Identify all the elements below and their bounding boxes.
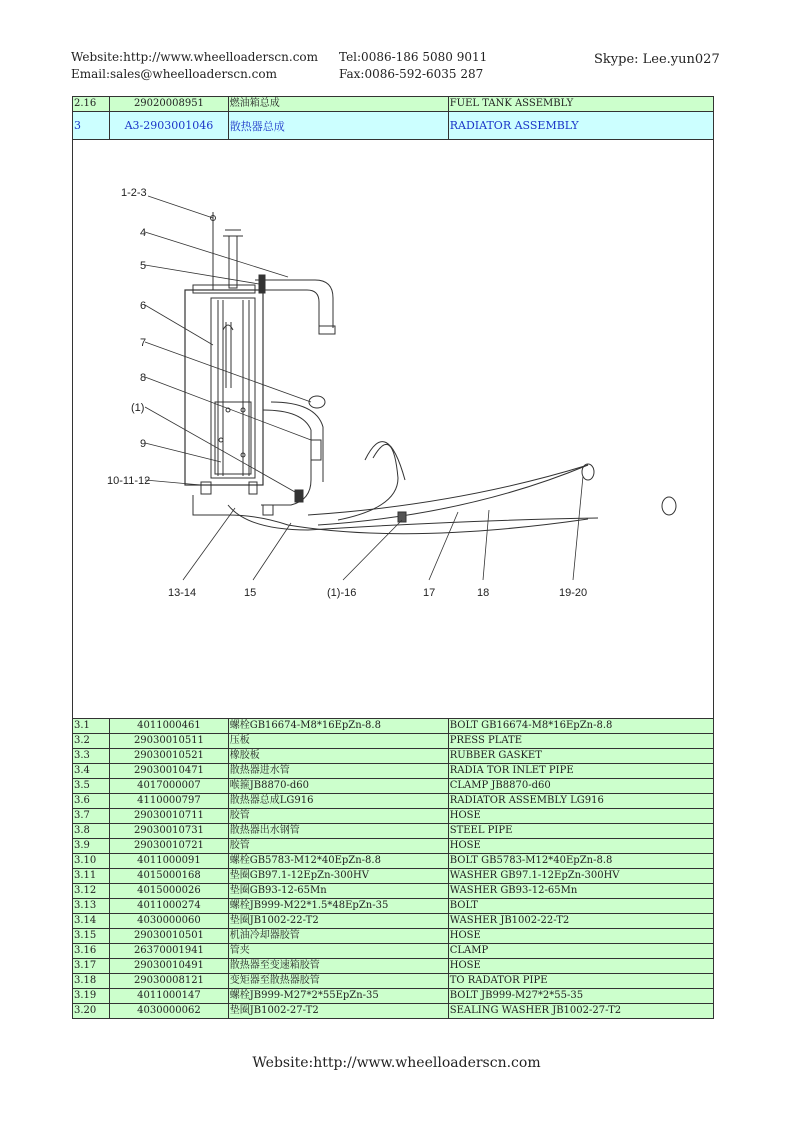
part-code: 29030010521 bbox=[110, 749, 229, 764]
header-contact-left bbox=[71, 49, 318, 83]
part-code: 26370001941 bbox=[110, 944, 229, 959]
part-name-en: BOLT GB5783-M12*40EpZn-8.8 bbox=[448, 854, 713, 869]
callout-4: 4 bbox=[140, 227, 147, 239]
item-number: 3.11 bbox=[73, 869, 110, 884]
item-number: 3.13 bbox=[73, 899, 110, 914]
part-code: 29030010491 bbox=[110, 959, 229, 974]
part-code: 29030010711 bbox=[110, 809, 229, 824]
callout-18: 18 bbox=[477, 587, 490, 599]
part-name-cn: 燃油箱总成 bbox=[228, 97, 448, 112]
part-name-en: WASHER GB93-12-65Mn bbox=[448, 884, 713, 899]
website-text: Website:http://www.wheelloaderscn.com bbox=[71, 50, 319, 64]
part-code: 4011000147 bbox=[110, 989, 229, 1004]
part-code: 4011000274 bbox=[110, 899, 229, 914]
part-name-cn: 垫圈GB97.1-12EpZn-300HV bbox=[228, 869, 448, 884]
part-name-cn: 压板 bbox=[228, 734, 448, 749]
diagram-row bbox=[73, 140, 714, 719]
part-name-en: BOLT GB16674-M8*16EpZn-8.8 bbox=[448, 719, 713, 734]
table-row bbox=[73, 974, 714, 989]
part-name-en: CLAMP bbox=[448, 944, 713, 959]
part-name-cn: 螺栓JB999-M22*1.5*48EpZn-35 bbox=[228, 899, 448, 914]
part-code: 4015000168 bbox=[110, 869, 229, 884]
part-code: A3-2903001046 bbox=[110, 112, 229, 140]
tel-text: Tel:0086-186 5080 9011 bbox=[339, 50, 488, 64]
part-code: 4011000461 bbox=[110, 719, 229, 734]
part-name-en: WASHER GB97.1-12EpZn-300HV bbox=[448, 869, 713, 884]
item-number: 3 bbox=[73, 112, 110, 140]
callout-labels bbox=[107, 187, 587, 599]
item-number: 3.3 bbox=[73, 749, 110, 764]
parts-table bbox=[72, 96, 714, 1019]
diagram-cell bbox=[73, 140, 714, 719]
callout-1-2-3: 1-2-3 bbox=[121, 187, 147, 199]
part-name-en: RADIA TOR INLET PIPE bbox=[448, 764, 713, 779]
part-name-en: BOLT JB999-M27*2*55-35 bbox=[448, 989, 713, 1004]
part-code: 29020008951 bbox=[110, 97, 229, 112]
part-code: 4110000797 bbox=[110, 794, 229, 809]
part-name-cn: 管夹 bbox=[228, 944, 448, 959]
part-name-cn: 散热器总成LG916 bbox=[228, 794, 448, 809]
part-name-cn: 散热器至变速箱胶管 bbox=[228, 959, 448, 974]
callout-6: 6 bbox=[140, 300, 147, 312]
part-code: 4011000091 bbox=[110, 854, 229, 869]
part-code: 29030010471 bbox=[110, 764, 229, 779]
part-code: 4015000026 bbox=[110, 884, 229, 899]
part-name-cn: 垫圈JB1002-27-T2 bbox=[228, 1004, 448, 1019]
item-number: 3.10 bbox=[73, 854, 110, 869]
part-name-cn: 变矩器至散热器胶管 bbox=[228, 974, 448, 989]
part-name-cn: 胶管 bbox=[228, 839, 448, 854]
radiator-assembly-diagram bbox=[73, 140, 713, 718]
part-code: 4030000060 bbox=[110, 914, 229, 929]
part-name-en: BOLT bbox=[448, 899, 713, 914]
part-name-cn: 螺栓JB999-M27*2*55EpZn-35 bbox=[228, 989, 448, 1004]
item-number: 3.12 bbox=[73, 884, 110, 899]
part-name-cn: 机油冷却器胶管 bbox=[228, 929, 448, 944]
callout-15: 15 bbox=[244, 587, 257, 599]
part-code: 29030008121 bbox=[110, 974, 229, 989]
table-row bbox=[73, 959, 714, 974]
callout-paren-1-16: (1)-16 bbox=[327, 587, 357, 599]
table-row bbox=[73, 719, 714, 734]
part-code: 29030010721 bbox=[110, 839, 229, 854]
part-code: 29030010501 bbox=[110, 929, 229, 944]
table-row bbox=[73, 869, 714, 884]
item-number: 3.18 bbox=[73, 974, 110, 989]
callout-13-14: 13-14 bbox=[168, 587, 197, 599]
part-name-en: RADIATOR ASSEMBLY bbox=[448, 112, 713, 140]
part-name-en: RADIATOR ASSEMBLY LG916 bbox=[448, 794, 713, 809]
table-row bbox=[73, 809, 714, 824]
item-number: 3.1 bbox=[73, 719, 110, 734]
part-name-en: CLAMP JB8870-d60 bbox=[448, 779, 713, 794]
table-row bbox=[73, 929, 714, 944]
part-name-cn: 螺栓GB16674-M8*16EpZn-8.8 bbox=[228, 719, 448, 734]
part-name-cn: 垫圈GB93-12-65Mn bbox=[228, 884, 448, 899]
item-number: 3.8 bbox=[73, 824, 110, 839]
table-row bbox=[73, 749, 714, 764]
table-row bbox=[73, 899, 714, 914]
item-number: 3.19 bbox=[73, 989, 110, 1004]
table-row bbox=[73, 734, 714, 749]
item-number: 3.6 bbox=[73, 794, 110, 809]
item-number: 3.15 bbox=[73, 929, 110, 944]
item-number: 3.14 bbox=[73, 914, 110, 929]
table-row bbox=[73, 944, 714, 959]
part-name-cn: 垫圈JB1002-22-T2 bbox=[228, 914, 448, 929]
part-name-en: SEALING WASHER JB1002-27-T2 bbox=[448, 1004, 713, 1019]
item-number: 3.7 bbox=[73, 809, 110, 824]
table-row bbox=[73, 914, 714, 929]
table-row bbox=[73, 824, 714, 839]
part-name-en: FUEL TANK ASSEMBLY bbox=[448, 97, 713, 112]
part-name-en: HOSE bbox=[448, 809, 713, 824]
part-name-en: HOSE bbox=[448, 959, 713, 974]
table-row bbox=[73, 779, 714, 794]
table-row bbox=[73, 884, 714, 899]
table-row bbox=[73, 1004, 714, 1019]
item-number: 3.2 bbox=[73, 734, 110, 749]
item-number: 3.16 bbox=[73, 944, 110, 959]
callout-5: 5 bbox=[140, 260, 147, 272]
fax-text: Fax:0086-592-6035 287 bbox=[339, 67, 484, 81]
skype-text: Skype: Lee.yun027 bbox=[594, 52, 720, 67]
part-name-cn: 螺栓GB5783-M12*40EpZn-8.8 bbox=[228, 854, 448, 869]
header-contact-middle bbox=[339, 49, 487, 83]
item-number: 3.4 bbox=[73, 764, 110, 779]
table-row bbox=[73, 794, 714, 809]
part-name-en: HOSE bbox=[448, 929, 713, 944]
part-name-cn: 散热器总成 bbox=[228, 112, 448, 140]
callout-10-11-12: 10-11-12 bbox=[107, 475, 151, 487]
table-row bbox=[73, 854, 714, 869]
part-code: 4030000062 bbox=[110, 1004, 229, 1019]
callout-8: 8 bbox=[140, 372, 147, 384]
footer-website: Website:http://www.wheelloaderscn.com bbox=[252, 1055, 541, 1071]
email-text: Email:sales@wheelloaderscn.com bbox=[71, 67, 277, 81]
part-name-en: RUBBER GASKET bbox=[448, 749, 713, 764]
part-code: 29030010731 bbox=[110, 824, 229, 839]
part-name-en: PRESS PLATE bbox=[448, 734, 713, 749]
callout-19-20: 19-20 bbox=[559, 587, 588, 599]
item-number: 3.20 bbox=[73, 1004, 110, 1019]
item-number: 3.5 bbox=[73, 779, 110, 794]
radiator-drawing bbox=[185, 212, 676, 534]
table-row bbox=[73, 989, 714, 1004]
part-name-cn: 橡胶板 bbox=[228, 749, 448, 764]
item-number: 3.9 bbox=[73, 839, 110, 854]
callout-7: 7 bbox=[140, 337, 147, 349]
item-number: 2.16 bbox=[73, 97, 110, 112]
callout-9: 9 bbox=[140, 438, 147, 450]
part-name-en: STEEL PIPE bbox=[448, 824, 713, 839]
callout-paren-1: (1) bbox=[131, 402, 145, 414]
part-code: 4017000007 bbox=[110, 779, 229, 794]
part-name-en: HOSE bbox=[448, 839, 713, 854]
table-row bbox=[73, 764, 714, 779]
part-name-cn: 散热器出水钢管 bbox=[228, 824, 448, 839]
part-name-en: TO RADATOR PIPE bbox=[448, 974, 713, 989]
part-name-cn: 胶管 bbox=[228, 809, 448, 824]
part-name-en: WASHER JB1002-22-T2 bbox=[448, 914, 713, 929]
callout-17: 17 bbox=[423, 587, 436, 599]
part-code: 29030010511 bbox=[110, 734, 229, 749]
table-row bbox=[73, 97, 714, 112]
part-name-cn: 散热器进水管 bbox=[228, 764, 448, 779]
table-row bbox=[73, 839, 714, 854]
item-number: 3.17 bbox=[73, 959, 110, 974]
part-name-cn: 喉箍JB8870-d60 bbox=[228, 779, 448, 794]
table-row-assembly bbox=[73, 112, 714, 140]
